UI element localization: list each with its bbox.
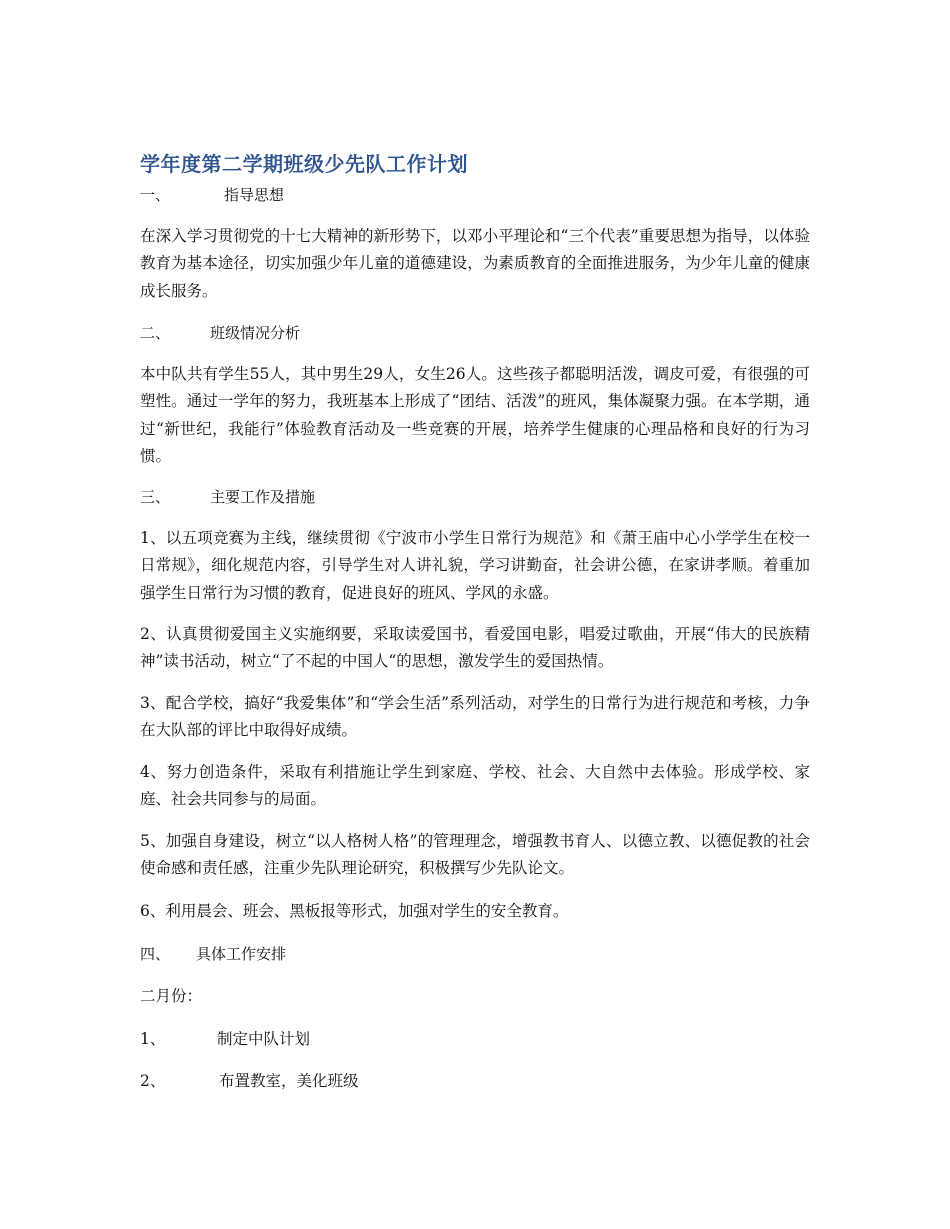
section-heading-measures [140,487,315,507]
schedule-item [140,1071,359,1091]
paragraph-guiding: 在深入学习贯彻党的十七大精神的新形势下，以邓小平理论和“三个代表”重要思想为指导，以体验教育为基本途径，切实加强少年儿童的道德建设，为素质教育的全面推进服务，为少年儿童的健康成长服务。 [140,227,810,300]
schedule-number: 2、 [140,1072,166,1090]
section-number: 一、 [140,186,171,204]
measure-item: 2、认真贯彻爱国主义实施纲要，采取读爱国书，看爱国电影，唱爱过歌曲，开展“伟大的民族精神”读书活动，树立“了不起的中国人“的思想，激发学生的爱国热情。 [140,625,810,671]
section-title: 班级情况分析 [210,324,301,342]
paragraph-analysis: 本中队共有学生55人，其中男生29人，女生26人。这些孩子都聪明活泼，调皮可爱，有很强的可塑性。通过一学年的努力，我班基本上形成了“团结、活泼”的班风，集体凝聚力强。在本学期，通过“新世纪，我能行”体验教育活动及一些竞赛的开展，培养学生健康的心理品格和良好的行为习惯。 [140,365,810,465]
section-heading-analysis [140,323,300,343]
measure-item: 3、配合学校，搞好“我爱集体”和“学会生活”系列活动，对学生的日常行为进行规范和考核，力争在大队部的评比中取得好成绩。 [140,694,810,740]
measure-item: 1、以五项竞赛为主线，继续贯彻《宁波市小学生日常行为规范》和《萧王庙中心小学学生在校一日常规》，细化规范内容，引导学生对人讲礼貌，学习讲勤奋，社会讲公德，在家讲孝顺。着重加强学生日常行为习惯的教育，促进良好的班风、学风的永盛。 [140,529,810,602]
section-number: 三、 [140,488,171,506]
section-title: 具体工作安排 [196,945,287,963]
section-heading-guiding [140,185,284,205]
measure-item: 5、加强自身建设，树立“以人格树人格”的管理理念，增强教书育人、以德立教、以德促教的社会使命感和责任感，注重少先队理论研究，积极撰写少先队论文。 [140,832,810,878]
measure-item: 6、利用晨会、班会、黑板报等形式，加强对学生的安全教育。 [140,902,569,920]
section-heading-schedule [140,944,286,964]
schedule-number: 1、 [140,1030,166,1048]
section-title: 主要工作及措施 [210,488,316,506]
schedule-text: 制定中队计划 [217,1030,311,1048]
section-number: 二、 [140,324,171,342]
schedule-item [140,1029,310,1049]
month-label: 二月份： [140,987,203,1005]
measure-item: 4、努力创造条件，采取有利措施让学生到家庭、学校、社会、大自然中去体验。形成学校、家庭、社会共同参与的局面。 [140,763,810,809]
document-title: 学年度第二学期班级少先队工作计划 [140,152,468,176]
section-title: 指导思想 [224,186,285,204]
schedule-text: 布置教室，美化班级 [219,1072,359,1090]
section-number: 四、 [140,945,171,963]
